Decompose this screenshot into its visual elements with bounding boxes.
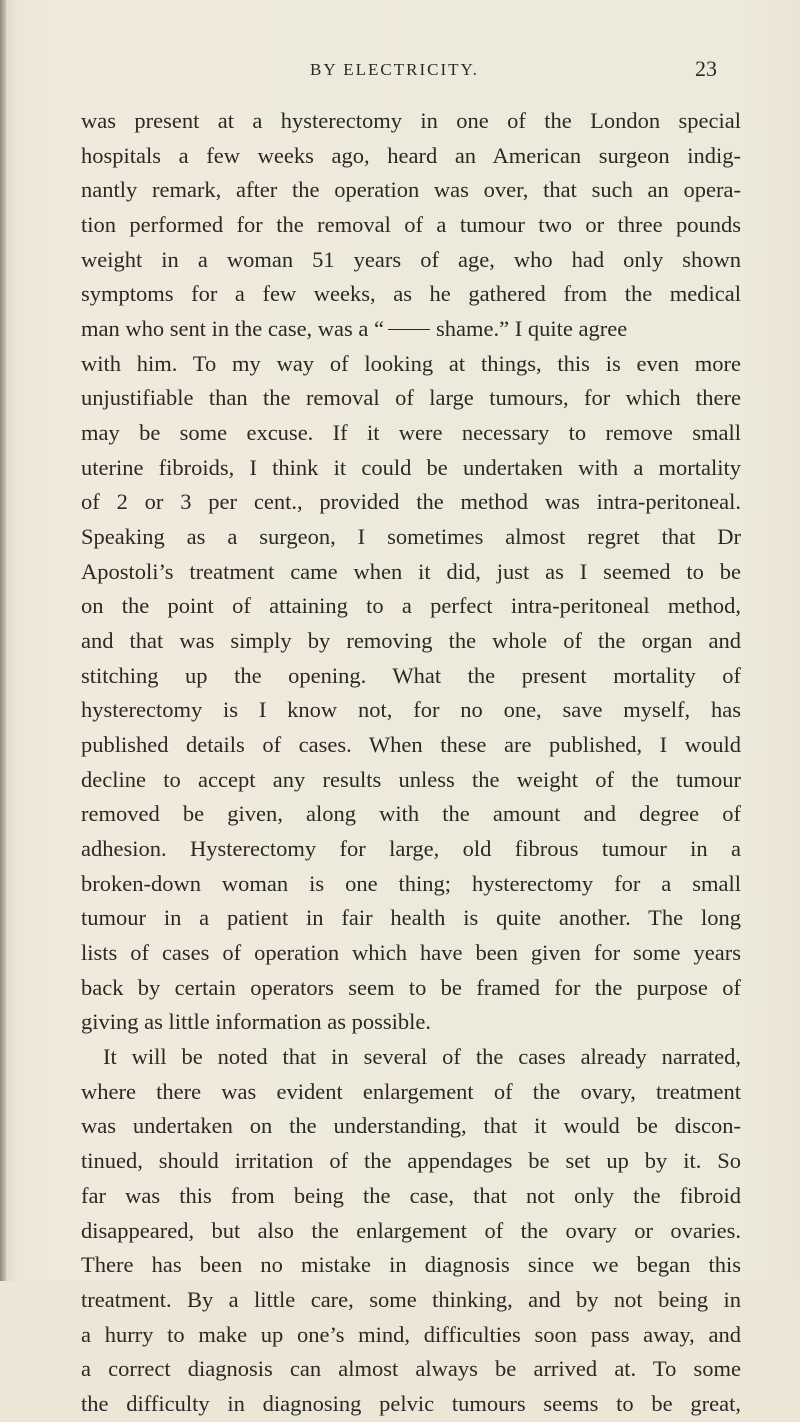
text-line: tinued, should irritation of the appendages be set up by it. So: [81, 1148, 741, 1174]
text-line-with-dash: [81, 312, 741, 347]
text-line: published details of cases. When these are published, I would: [81, 732, 741, 758]
text-line: where there was evident enlargement of the ovary, treatment: [81, 1078, 741, 1104]
text-line: with him. To my way of looking at things, this is even more: [81, 350, 741, 376]
text-line: on the point of attaining to a perfect intra-peritoneal method,: [81, 593, 741, 619]
text-line: a correct diagnosis can almost always be arrived at. To some: [81, 1356, 741, 1382]
em-rule: [388, 329, 430, 330]
text-line: decline to accept any results unless the weight of the tumour: [81, 766, 741, 792]
text-line: of 2 or 3 per cent., provided the method was intra-peritoneal.: [81, 489, 741, 515]
body-text: [81, 104, 741, 1422]
text-line: Speaking as a surgeon, I sometimes almost regret that Dr: [81, 524, 741, 550]
text-line: hysterectomy is I know not, for no one, save myself, has: [81, 697, 741, 723]
text-line: the difficulty in diagnosing pelvic tumours seems to be great,: [81, 1390, 741, 1416]
text-line: stitching up the opening. What the present mortality of: [81, 662, 741, 688]
text-line: hospitals a few weeks ago, heard an American surgeon indig-: [81, 142, 741, 168]
text-segment-start: man who sent in the case, was a “: [81, 316, 385, 342]
page-number: 23: [695, 56, 717, 81]
text-line: adhesion. Hysterectomy for large, old fibrous tumour in a: [81, 836, 741, 862]
text-line: back by certain operators seem to be framed for the purpose of: [81, 974, 741, 1000]
text-line: broken-down woman is one thing; hysterectomy for a small: [81, 870, 741, 896]
text-line: Apostoli’s treatment came when it did, just as I seemed to be: [81, 558, 741, 584]
text-line: may be some excuse. If it were necessary to remove small: [81, 420, 741, 446]
text-line: and that was simply by removing the whole of the organ and: [81, 628, 741, 654]
text-line: weight in a woman 51 years of age, who had only shown: [81, 246, 741, 272]
running-head: [0, 56, 800, 86]
text-line: was undertaken on the understanding, that it would be discon-: [81, 1113, 741, 1139]
text-line: giving as little information as possible.: [81, 1009, 431, 1035]
text-line: removed be given, along with the amount and degree of: [81, 801, 741, 827]
page-gutter-shadow: [0, 0, 6, 1281]
text-line: tion performed for the removal of a tumour two or three pounds: [81, 212, 741, 238]
text-line: treatment. By a little care, some thinking, and by not being in: [81, 1286, 741, 1312]
text-line: lists of cases of operation which have been given for some years: [81, 940, 741, 966]
text-line: It will be noted that in several of the cases already narrated,: [103, 1044, 741, 1070]
text-line: a hurry to make up one’s mind, difficulties soon pass away, and: [81, 1321, 741, 1347]
text-line: far was this from being the case, that not only the fibroid: [81, 1182, 741, 1208]
text-line: uterine fibroids, I think it could be undertaken with a mortality: [81, 454, 741, 480]
text-line: unjustifiable than the removal of large tumours, for which there: [81, 385, 741, 411]
text-line: There has been no mistake in diagnosis since we began this: [81, 1252, 741, 1278]
text-line: nantly remark, after the operation was over, that such an opera-: [81, 177, 741, 203]
text-segment: [81, 312, 627, 347]
running-title: BY ELECTRICITY.: [310, 60, 479, 79]
text-line: symptoms for a few weeks, as he gathered from the medical: [81, 281, 741, 307]
text-segment-end: shame.” I quite agree: [436, 316, 628, 342]
text-line: was present at a hysterectomy in one of the London special: [81, 108, 741, 133]
text-line: disappeared, but also the enlargement of the ovary or ovaries.: [81, 1217, 741, 1243]
text-line: tumour in a patient in fair health is quite another. The long: [81, 905, 741, 931]
